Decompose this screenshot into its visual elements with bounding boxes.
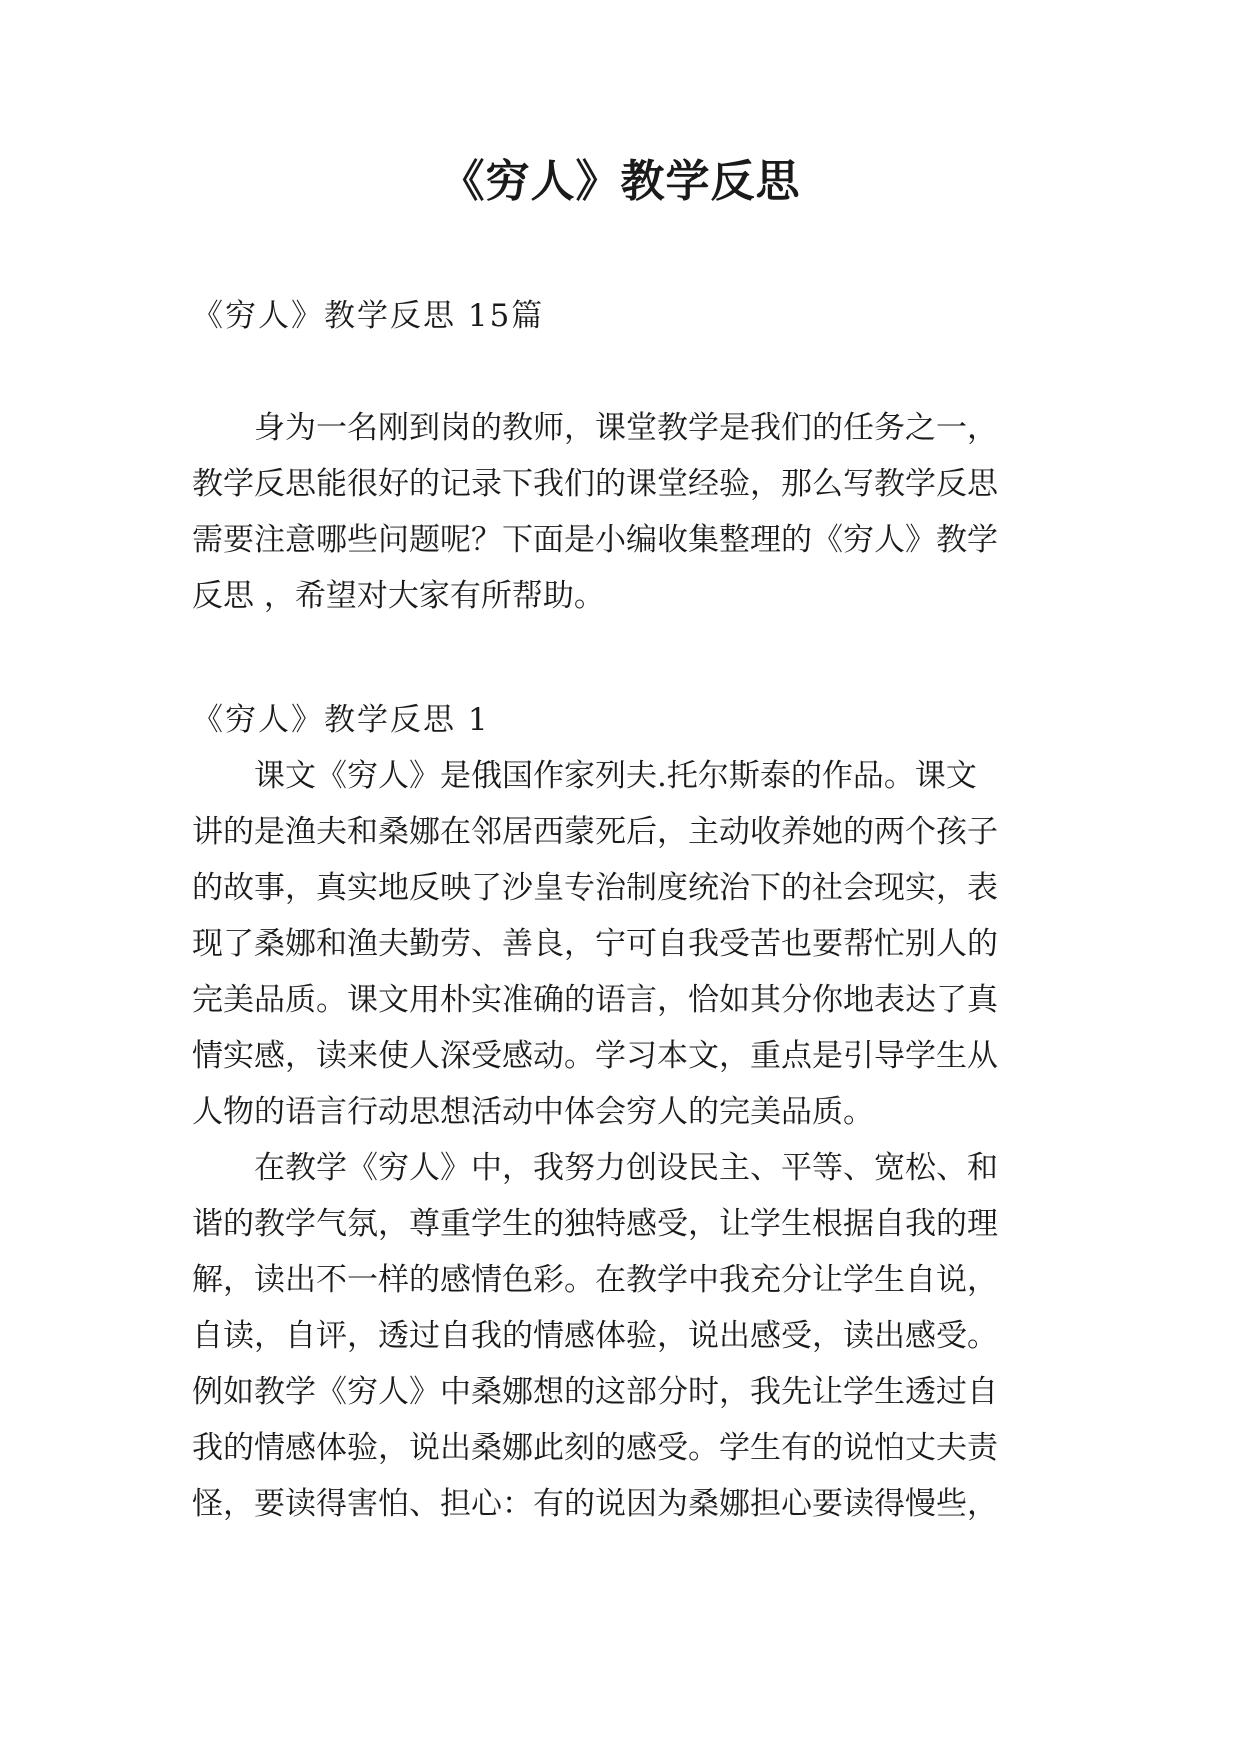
paragraph-line: 在教学《穷人》中，我努力创设民主、平等、宽松、和 — [254, 1150, 998, 1186]
paragraph-line: 人物的语言行动思想活动中体会穷人的完美品质。 — [192, 1094, 874, 1130]
paragraph-line: 谐的教学气氛，尊重学生的独特感受，让学生根据自我的理 — [192, 1206, 998, 1242]
paragraph-2 — [192, 1140, 1072, 1532]
intro-paragraph — [192, 400, 1072, 624]
document-title: 《穷人》教学反思 — [440, 156, 801, 207]
intro-line: 身为一名刚到岗的教师，课堂教学是我们的任务之一， — [254, 410, 998, 446]
paragraph-line: 自读，自评，透过自我的情感体验，说出感受，读出感受。 — [192, 1318, 998, 1354]
intro-line: 教学反思能很好的记录下我们的课堂经验，那么写教学反思 — [192, 466, 998, 502]
section-heading: 《穷人》教学反思 1 — [192, 702, 490, 738]
paragraph-line: 课文《穷人》是俄国作家列夫.托尔斯泰的作品。课文 — [254, 758, 977, 794]
paragraph-line: 我的情感体验，说出桑娜此刻的感受。学生有的说怕丈夫责 — [192, 1430, 998, 1466]
paragraph-line: 的故事，真实地反映了沙皇专治制度统治下的社会现实，表 — [192, 870, 998, 906]
intro-line: 反思 ，希望对大家有所帮助。 — [192, 578, 605, 614]
paragraph-line: 例如教学《穷人》中桑娜想的这部分时，我先让学生透过自 — [192, 1374, 998, 1410]
paragraph-line: 怪，要读得害怕、担心：有的说因为桑娜担心要读得慢些， — [192, 1486, 998, 1522]
intro-line: 需要注意哪些问题呢？下面是小编收集整理的《穷人》教学 — [192, 522, 998, 558]
paragraph-line: 情实感，读来使人深受感动。学习本文，重点是引导学生从 — [192, 1038, 998, 1074]
document-subtitle: 《穷人》教学反思 15篇 — [192, 298, 545, 334]
paragraph-line: 完美品质。课文用朴实准确的语言，恰如其分你地表达了真 — [192, 982, 998, 1018]
paragraph-line: 讲的是渔夫和桑娜在邻居西蒙死后，主动收养她的两个孩子 — [192, 814, 998, 850]
paragraph-line: 解，读出不一样的感情色彩。在教学中我充分让学生自说， — [192, 1262, 998, 1298]
paragraph-line: 现了桑娜和渔夫勤劳、善良，宁可自我受苦也要帮忙别人的 — [192, 926, 998, 962]
section-body — [192, 748, 1072, 1532]
paragraph-1 — [192, 748, 1072, 1140]
